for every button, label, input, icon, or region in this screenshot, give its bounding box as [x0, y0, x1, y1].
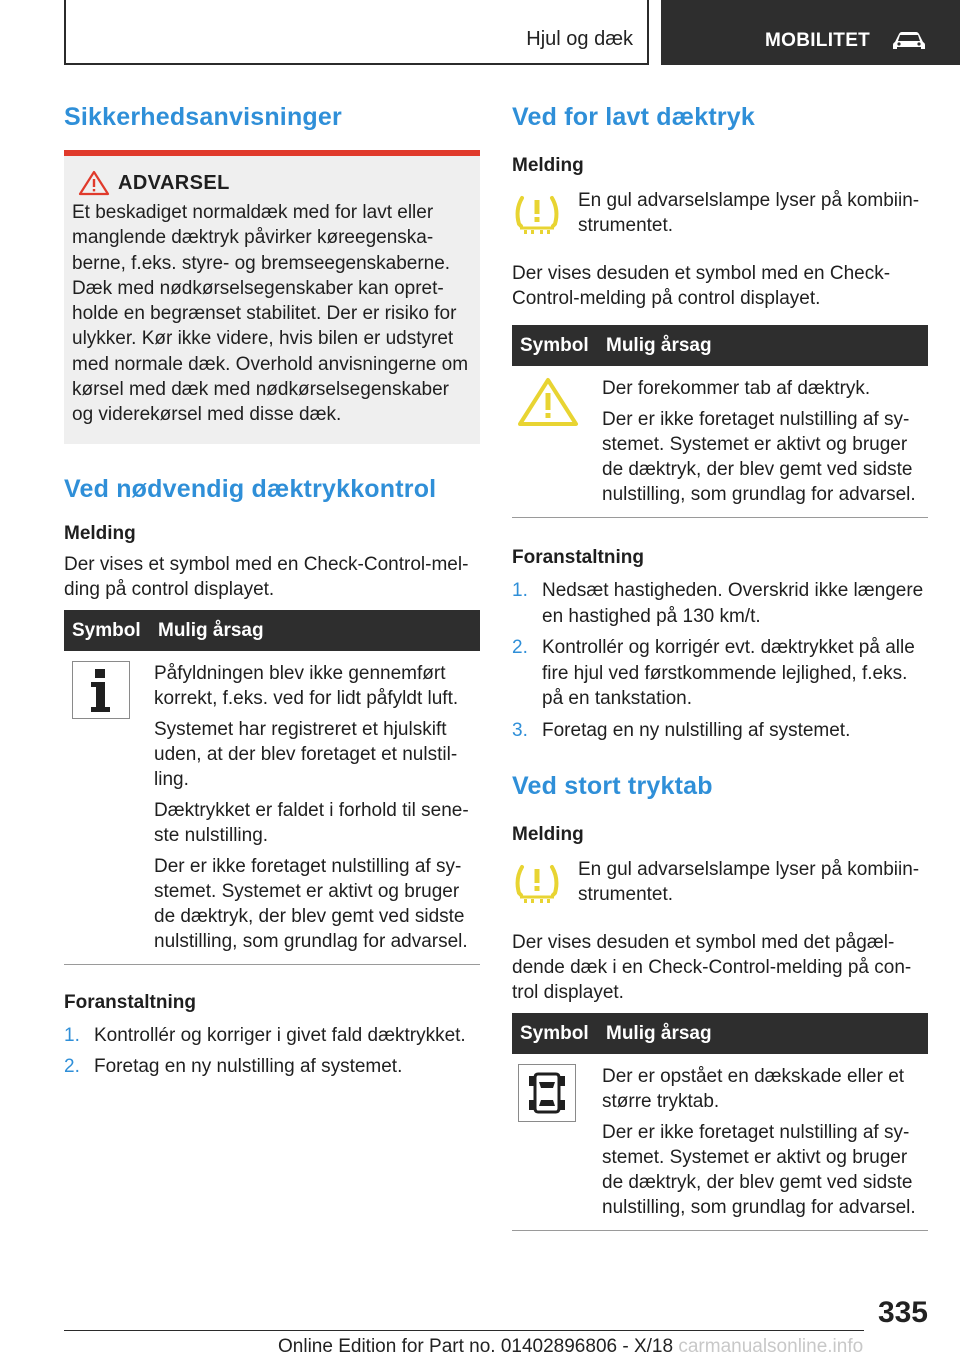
lamp-icon-wrap [512, 857, 578, 910]
warning-box [64, 150, 480, 444]
message-text: Der vises et symbol med en Check-Control-melding på control displayet. [64, 553, 469, 600]
table-row [512, 1054, 928, 1231]
table-header-row [512, 325, 928, 366]
measure-list [512, 578, 928, 743]
table-symbol-cell [512, 366, 598, 518]
table-header-cause: Mulig årsag [150, 610, 480, 651]
tire-pressure-lamp-icon [512, 192, 562, 236]
safety-title: Sikkerhedsanvisninger [64, 103, 342, 131]
list-item [64, 1023, 480, 1049]
table-row [64, 651, 480, 965]
footer-watermark[interactable]: carmanualsonline.info [678, 1336, 864, 1357]
tire-pressure-lamp-icon [512, 861, 562, 905]
message-text: Der vises desuden et symbol med en Check-Control-melding på control displayet. [512, 263, 891, 309]
cause-text: Systemet har registreret et hjulskift uden, at der blev foretaget et nulstilling. [154, 718, 458, 790]
footer [278, 1336, 863, 1358]
cause-text: Der er opstået en dækskade eller et større tryktab. [602, 1066, 905, 1112]
page-number: 335 [877, 1296, 928, 1329]
list-item [64, 1054, 480, 1080]
message-heading: Melding [512, 824, 584, 845]
section-large-loss-title: Ved stort tryktab [512, 772, 713, 800]
step-text: Foretag en ny nulstilling af systemet. [542, 719, 851, 741]
car-icon [891, 30, 927, 52]
message-heading: Melding [512, 155, 584, 176]
list-item [512, 578, 928, 629]
step-text: Foretag en ny nulstilling af systemet. [94, 1056, 403, 1078]
cause-text: Der er ikke foretaget nulstilling af systemet. Systemet er aktivt og bruger de dæktryk, der blev gemt ved sidste nulstilling, som grundlag for advarsel. [602, 409, 916, 505]
header-section-box [64, 0, 649, 65]
message-heading: Melding [64, 522, 136, 544]
left-column [64, 100, 480, 1080]
table-cause-cell [150, 651, 480, 965]
measure-list [64, 1023, 480, 1080]
cause-table [512, 325, 928, 518]
lamp-row [512, 188, 928, 241]
section-low-pressure-title: Ved for lavt dæktryk [512, 103, 755, 131]
lamp-icon-wrap [512, 188, 578, 241]
cause-text: Påfyldningen blev ikke gennemført korrekt, f.eks. ved for lidt påfyldt luft. [154, 662, 459, 709]
table-row [512, 366, 928, 518]
table-cause-cell [598, 1054, 928, 1231]
table-symbol-cell [64, 651, 150, 965]
message-text: Der vises desuden et symbol med det pågældende dæk i en Check-Control-melding på control displayet. [512, 932, 912, 1003]
cause-table [64, 610, 480, 965]
warning-triangle-icon [516, 376, 580, 428]
table-header-cause: Mulig årsag [598, 325, 928, 366]
warning-text: Et beskadiget normaldæk med for lavt eller manglende dæktryk påvirker køreegenskaberne, f.eks. styre- og bremseegenskaberne. Dæk med nødkørselsegenskaber kan opretholde en begrænset stabilitet. Der er risiko for ulykker. Kør ikke videre, hvis bilen er udstyret med normale dæk. Overhold anvisningerne om kørsel med dæk med nødkørselsegenskaber og viderekørsel med disse dæk. [72, 202, 469, 426]
table-header-symbol: Symbol [512, 325, 598, 366]
lamp-text: En gul advarselslampe lyser på kombiinstrumentet. [578, 859, 920, 905]
header-chapter-box [661, 0, 960, 65]
step-text: Nedsæt hastigheden. Overskrid ikke længere en hastighed på 130 km/t. [542, 580, 924, 627]
lamp-row [512, 857, 928, 910]
section-pressure-check-title: Ved nødvendig dæktrykkontrol [64, 474, 437, 503]
table-cause-cell [598, 366, 928, 518]
header-section-title: Hjul og dæk [526, 28, 633, 50]
info-icon [72, 661, 130, 719]
table-symbol-cell [512, 1054, 598, 1231]
warning-title: ADVARSEL [118, 171, 230, 194]
measure-heading: Foranstaltning [64, 991, 196, 1013]
step-text: Kontrollér og korriger i givet fald dæktrykket. [94, 1024, 466, 1046]
footer-divider [64, 1330, 864, 1331]
step-text: Kontrollér og korrigér evt. dæktrykket på alle fire hjul ved førstkommende lejlighed, f.eks. på en tankstation. [542, 637, 915, 709]
cause-text: Der forekommer tab af dæktryk. [602, 378, 871, 399]
cause-text: Dæktrykket er faldet i forhold til seneste nulstilling. [154, 799, 469, 846]
step-number: 3. [512, 719, 528, 741]
table-header-cause: Mulig årsag [598, 1013, 928, 1054]
car-tyre-damage-icon [518, 1064, 576, 1122]
table-header-row [512, 1013, 928, 1054]
cause-table [512, 1013, 928, 1231]
cause-text: Der er ikke foretaget nulstilling af systemet. Systemet er aktivt og bruger de dæktryk, der blev gemt ved sidste nulstilling, som grundlag for advarsel. [154, 855, 468, 952]
table-header-row [64, 610, 480, 651]
measure-heading: Foranstaltning [512, 547, 644, 568]
step-number: 1. [512, 580, 528, 601]
step-number: 1. [64, 1024, 80, 1046]
table-header-symbol: Symbol [64, 610, 150, 651]
footer-edition: Online Edition for Part no. 01402896806 - X/18 [278, 1336, 674, 1357]
lamp-text: En gul advarselslampe lyser på kombiinstrumentet. [578, 190, 920, 236]
table-header-symbol: Symbol [512, 1013, 598, 1054]
warning-header [72, 170, 470, 196]
right-column [512, 100, 928, 1231]
step-number: 2. [512, 637, 528, 658]
step-number: 2. [64, 1056, 80, 1078]
list-item [512, 718, 928, 744]
list-item [512, 635, 928, 712]
cause-text: Der er ikke foretaget nulstilling af systemet. Systemet er aktivt og bruger de dæktryk, der blev gemt ved sidste nulstilling, som grundlag for advarsel. [602, 1122, 916, 1218]
header-chapter-title: MOBILITET [765, 30, 871, 51]
warning-triangle-icon [78, 170, 110, 196]
